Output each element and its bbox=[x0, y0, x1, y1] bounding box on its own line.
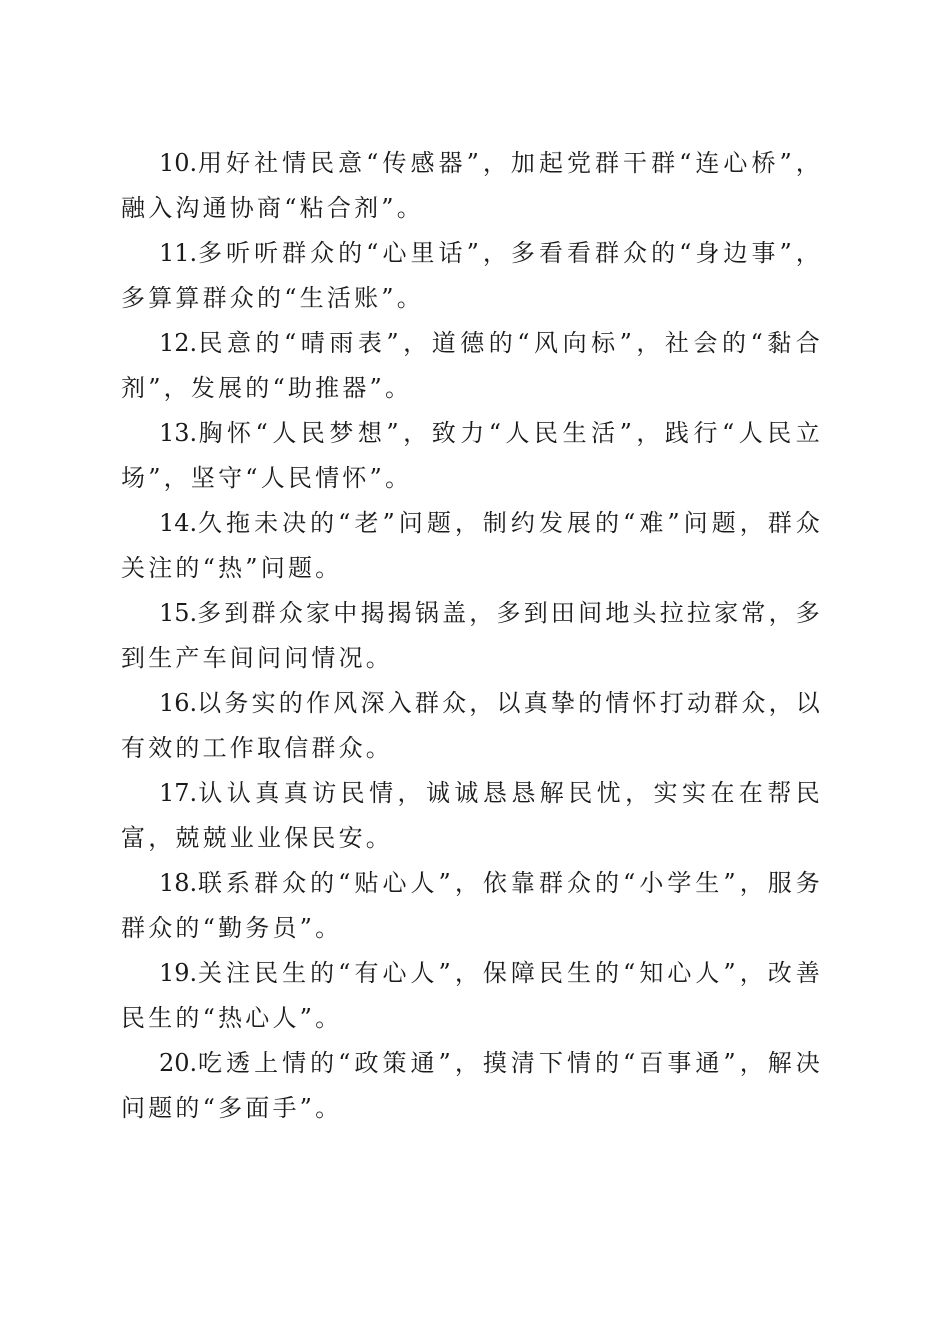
item-number: 14. bbox=[159, 509, 198, 537]
item-number: 15. bbox=[159, 599, 198, 627]
list-item-16 bbox=[121, 681, 823, 771]
item-number: 17. bbox=[159, 779, 198, 807]
item-number: 12. bbox=[159, 329, 198, 357]
item-number: 11. bbox=[159, 239, 198, 267]
item-number: 20. bbox=[159, 1049, 198, 1077]
list-item-10 bbox=[121, 141, 823, 231]
item-number: 16. bbox=[159, 689, 198, 717]
list-item-12 bbox=[121, 321, 823, 411]
list-item-14 bbox=[121, 501, 823, 591]
item-text: 吃透上情的“政策通”，摸清下情的“百事通”，解决问题的“多面手”。 bbox=[121, 1049, 823, 1122]
list-item-11 bbox=[121, 231, 823, 321]
item-text: 用好社情民意“传感器”，加起党群干群“连心桥”，融入沟通协商“粘合剂”。 bbox=[121, 149, 823, 222]
item-text: 胸怀“人民梦想”，致力“人民生活”，践行“人民立场”，坚守“人民情怀”。 bbox=[121, 419, 823, 492]
item-number: 10. bbox=[159, 149, 198, 177]
list-item-18 bbox=[121, 861, 823, 951]
item-text: 联系群众的“贴心人”，依靠群众的“小学生”，服务群众的“勤务员”。 bbox=[121, 869, 823, 942]
list-item-17 bbox=[121, 771, 823, 861]
item-text: 久拖未决的“老”问题，制约发展的“难”问题，群众关注的“热”问题。 bbox=[121, 509, 823, 582]
item-text: 多听听群众的“心里话”，多看看群众的“身边事”，多算算群众的“生活账”。 bbox=[121, 239, 823, 312]
item-text: 多到群众家中揭揭锅盖，多到田间地头拉拉家常，多到生产车间问问情况。 bbox=[121, 599, 823, 672]
item-number: 19. bbox=[159, 959, 198, 987]
list-item-20 bbox=[121, 1041, 823, 1131]
item-text: 关注民生的“有心人”，保障民生的“知心人”，改善民生的“热心人”。 bbox=[121, 959, 823, 1032]
item-number: 18. bbox=[159, 869, 198, 897]
item-number: 13. bbox=[159, 419, 198, 447]
list-item-15 bbox=[121, 591, 823, 681]
item-text: 以务实的作风深入群众，以真挚的情怀打动群众，以有效的工作取信群众。 bbox=[121, 689, 823, 762]
document-body bbox=[121, 141, 823, 1131]
item-text: 民意的“晴雨表”，道德的“风向标”，社会的“黏合剂”，发展的“助推器”。 bbox=[121, 329, 823, 402]
list-item-19 bbox=[121, 951, 823, 1041]
list-item-13 bbox=[121, 411, 823, 501]
item-text: 认认真真访民情，诚诚恳恳解民忧，实实在在帮民富，兢兢业业保民安。 bbox=[121, 779, 823, 852]
